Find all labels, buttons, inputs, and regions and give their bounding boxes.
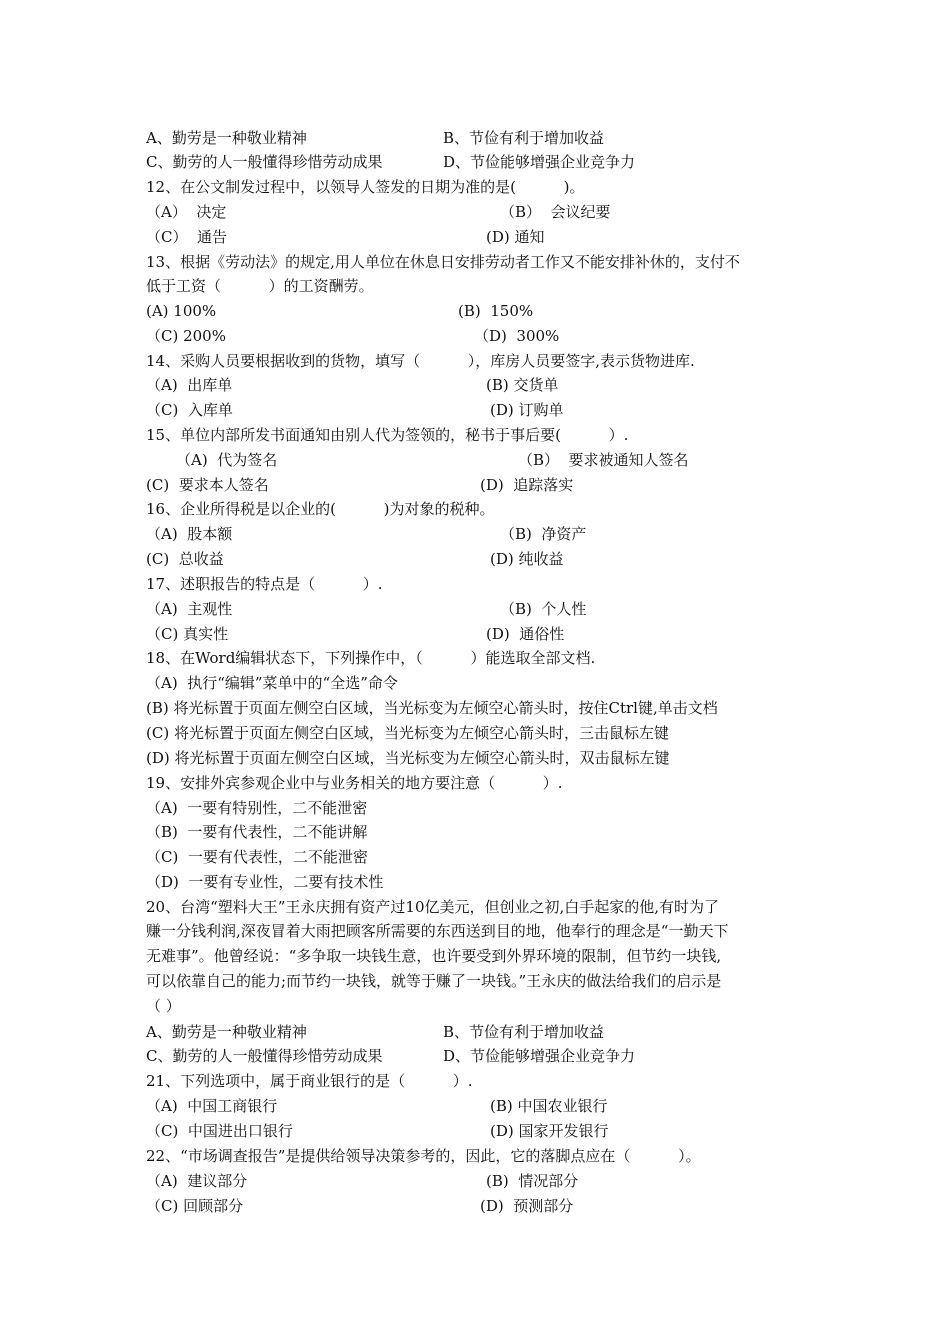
text-line: （C) 入库单: [146, 401, 233, 419]
text-line: （C) 中国进出口银行: [146, 1122, 293, 1140]
text-line: 21、下列选项中，属于商业银行的是（ ）.: [146, 1072, 473, 1090]
text-line: （A) 中国工商银行: [146, 1097, 278, 1115]
text-line: (D) 纯收益: [490, 550, 564, 568]
text-line: 18、在Word编辑状态下，下列操作中，（ ）能选取全部文档.: [146, 649, 596, 667]
text-line: 12、在公文制发过程中，以领导人签发的日期为准的是( )。: [146, 178, 585, 196]
text-line: （B) 一要有代表性，二不能讲解: [146, 823, 368, 841]
text-line: （C) 一要有代表性，二不能泄密: [146, 848, 368, 866]
text-line: C、勤劳的人一般懂得珍惜劳动成果: [146, 1047, 383, 1065]
text-line: (D) 订购单: [490, 401, 564, 419]
text-line: D、节俭能够增强企业竞争力: [443, 1047, 636, 1065]
text-line: 20、台湾“塑料大王”王永庆拥有资产过10亿美元，但创业之初,白手起家的他,有时为了: [146, 898, 720, 916]
text-line: （C) 回顾部分: [146, 1197, 244, 1215]
text-line: B、节俭有利于增加收益: [443, 129, 605, 147]
text-line: （A) 一要有特别性，二不能泄密: [146, 799, 368, 817]
text-line: 无难事”。他曾经说：“多争取一块钱生意，也许要受到外界环境的限制，但节约一块钱,: [146, 947, 722, 965]
text-line: 15、单位内部所发书面通知由别人代为签领的，秘书于事后要( ）.: [146, 426, 629, 444]
text-line: （A) 建议部分: [146, 1172, 248, 1190]
text-line: A、勤劳是一种敬业精神: [146, 1023, 307, 1041]
text-line: （B) 净资产: [500, 525, 587, 543]
text-line: 可以依靠自己的能力;而节约一块钱，就等于赚了一块钱。”王永庆的做法给我们的启示是: [146, 972, 722, 990]
text-line: 14、采购人员要根据收到的货物，填写（ ），库房人员要签字,表示货物进库.: [146, 352, 695, 370]
text-line: （C) 真实性: [146, 625, 229, 643]
text-line: （A) 代为签名: [176, 451, 278, 469]
text-line: (C) 要求本人签名: [146, 476, 269, 494]
text-line: (D) 通俗性: [486, 625, 565, 643]
text-line: (C) 总收益: [146, 550, 224, 568]
text-line: (D) 将光标置于页面左侧空白区域，当光标变为左倾空心箭头时，双击鼠标左键: [146, 749, 670, 767]
text-line: （A) 股本额: [146, 525, 233, 543]
text-line: 低于工资（ ）的工资酬劳。: [146, 277, 374, 295]
text-line: （A） 决定: [146, 203, 227, 221]
text-line: （D) 300%: [474, 327, 560, 345]
text-line: （A) 出库单: [146, 376, 233, 394]
text-line: （ ）: [146, 997, 181, 1015]
text-line: (B) 中国农业银行: [490, 1097, 608, 1115]
text-line: D、节俭能够增强企业竞争力: [443, 153, 636, 171]
text-line: 22、“市场调查报告”是提供给领导决策参考的，因此，它的落脚点应在（ ）。: [146, 1147, 701, 1165]
text-line: （D) 一要有专业性，二要有技术性: [146, 873, 384, 891]
text-line: （B） 会议纪要: [500, 203, 611, 221]
text-line: (D) 预测部分: [480, 1197, 574, 1215]
text-line: (C) 将光标置于页面左侧空白区域，当光标变为左倾空心箭头时，三击鼠标左键: [146, 724, 669, 742]
text-line: 19、安排外宾参观企业中与业务相关的地方要注意（ ）.: [146, 774, 563, 792]
text-line: 13、根据《劳动法》的规定,用人单位在休息日安排劳动者工作又不能安排补休的，支付不: [146, 253, 740, 271]
text-line: A、勤劳是一种敬业精神: [146, 129, 307, 147]
text-line: (B) 将光标置于页面左侧空白区域，当光标变为左倾空心箭头时，按住Ctrl键,单击文档: [146, 699, 718, 717]
text-line: （A) 主观性: [146, 600, 233, 618]
text-line: C、勤劳的人一般懂得珍惜劳动成果: [146, 153, 383, 171]
text-line: （A) 执行“编辑”菜单中的“全选”命令: [146, 674, 398, 692]
text-line: (B) 150%: [458, 302, 534, 320]
text-line: (D) 通知: [486, 228, 545, 246]
text-line: (A) 100%: [146, 302, 217, 320]
text-line: （B） 要求被通知人签名: [518, 451, 689, 469]
text-line: (B) 情况部分: [486, 1172, 579, 1190]
text-line: （C） 通告: [146, 228, 228, 246]
text-line: (D) 国家开发银行: [490, 1122, 609, 1140]
text-line: (B) 交货单: [486, 376, 559, 394]
text-line: （C) 200%: [146, 327, 226, 345]
text-line: 17、述职报告的特点是（ ）.: [146, 575, 383, 593]
text-line: （B) 个人性: [500, 600, 587, 618]
text-line: 16、企业所得税是以企业的( )为对象的税种。: [146, 500, 495, 518]
text-line: 赚一分钱利润,深夜冒着大雨把顾客所需要的东西送到目的地，他奉行的理念是“一勤天下: [146, 922, 729, 940]
text-line: (D) 追踪落实: [480, 476, 574, 494]
text-line: B、节俭有利于增加收益: [443, 1023, 605, 1041]
